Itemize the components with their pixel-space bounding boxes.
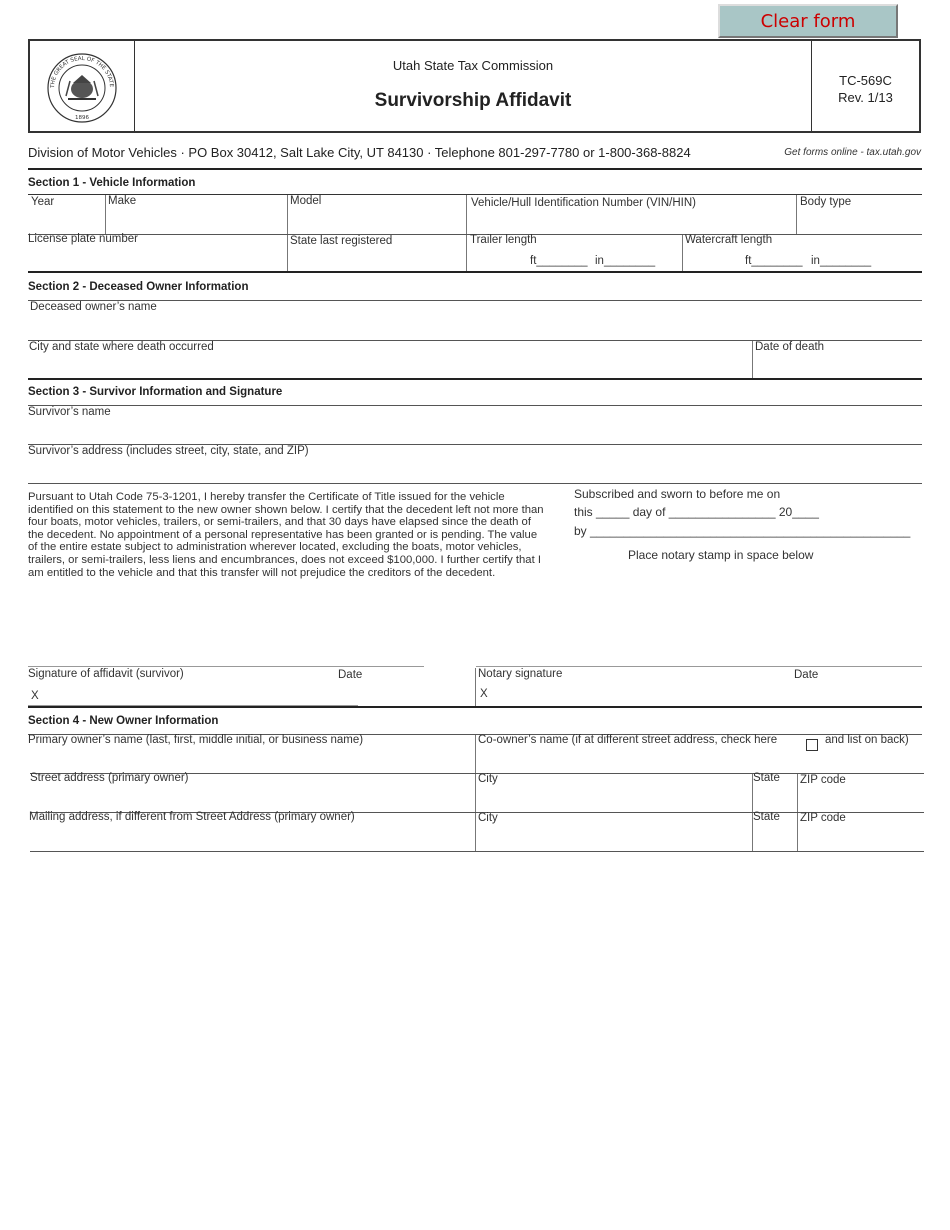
state-registered-input[interactable] bbox=[288, 251, 465, 271]
survivor-name-input[interactable] bbox=[29, 421, 921, 443]
form-header bbox=[28, 39, 921, 133]
city-label: City bbox=[478, 773, 498, 785]
watercraft-in-input[interactable] bbox=[822, 250, 876, 268]
division-info: Division of Motor Vehicles · PO Box 30412, Salt Lake City, UT 84130 · Telephone 801-297-7780 or 1-800-368-8824 bbox=[28, 145, 691, 160]
deceased-name-label: Deceased owner’s name bbox=[30, 301, 157, 313]
survivor-signature-input[interactable] bbox=[42, 686, 322, 704]
notary-date-label: Date bbox=[794, 669, 819, 681]
mailing-zip-label: ZIP code bbox=[800, 812, 846, 824]
seal-icon bbox=[30, 41, 135, 131]
street-address-label: Street address (primary owner) bbox=[30, 772, 189, 784]
watercraft-ft-input[interactable] bbox=[753, 250, 807, 268]
mailing-state-label: State bbox=[753, 811, 780, 823]
city-input[interactable] bbox=[477, 789, 751, 811]
notary-signature-label: Notary signature bbox=[478, 668, 563, 680]
clear-form-button[interactable]: Clear form bbox=[718, 4, 898, 38]
seal-year: 1896 bbox=[75, 115, 89, 121]
mailing-city-label: City bbox=[478, 812, 498, 824]
notary-stamp-label: Place notary stamp in space below bbox=[628, 548, 814, 562]
model-label: Model bbox=[290, 195, 322, 207]
different-address-checkbox[interactable] bbox=[806, 739, 818, 751]
watercraft-in: in________ bbox=[811, 255, 872, 267]
svg-text:THE GREAT SEAL OF THE STATE OF bbox=[30, 41, 114, 89]
make-label: Make bbox=[108, 195, 137, 207]
this-day-line: this _____ day of ________________ 20____ bbox=[574, 505, 819, 519]
trailer-in-input[interactable] bbox=[606, 250, 660, 268]
co-owner-label: Co-owner’s name (if at different street address, check here bbox=[478, 734, 778, 746]
vin-label: Vehicle/Hull Identification Number (VIN/HIN) bbox=[471, 197, 696, 209]
trailer-in: in________ bbox=[595, 255, 656, 267]
plate-input[interactable] bbox=[29, 249, 286, 271]
notary-signature-input[interactable] bbox=[492, 686, 782, 704]
model-input[interactable] bbox=[288, 211, 465, 233]
primary-owner-input[interactable] bbox=[29, 750, 474, 772]
zip-input[interactable] bbox=[799, 789, 923, 811]
sworn-label: Subscribed and sworn to before me on bbox=[574, 487, 781, 501]
body-type-input[interactable] bbox=[797, 211, 921, 233]
date-of-death-input[interactable] bbox=[753, 356, 921, 377]
make-input[interactable] bbox=[106, 211, 286, 233]
mailing-state-input[interactable] bbox=[754, 828, 796, 850]
vin-input[interactable] bbox=[467, 212, 795, 233]
notary-x: X bbox=[480, 688, 488, 700]
revision: Rev. 1/13 bbox=[838, 90, 893, 105]
primary-owner-label: Primary owner’s name (last, first, middle initial, or business name) bbox=[28, 734, 364, 746]
signature-x: X bbox=[31, 690, 39, 702]
section1-top-rule bbox=[28, 168, 922, 170]
survivor-address-label: Survivor’s address (includes street, city, state, and ZIP) bbox=[28, 445, 309, 457]
seal-text: THE GREAT SEAL OF THE STATE bbox=[49, 55, 115, 89]
mailing-zip-input[interactable] bbox=[799, 828, 923, 850]
deceased-name-input[interactable] bbox=[29, 317, 921, 339]
mailing-address-input[interactable] bbox=[31, 828, 474, 850]
section2-title: Section 2 - Deceased Owner Information bbox=[28, 281, 249, 293]
mailing-address-label: Mailing address, if different from Street Address (primary owner) bbox=[29, 811, 355, 823]
by-line: by ________________________________________________ bbox=[574, 524, 911, 538]
form-title: Survivorship Affidavit bbox=[374, 90, 572, 111]
street-address-input[interactable] bbox=[31, 789, 474, 811]
affidavit-statement: Pursuant to Utah Code 75-3-1201, I hereby transfer the Certificate of Title issued for the vehicle identified on this statement to the new owner shown below. I certify that the decedent left not more than four boats, motor vehicles, trailers, or semi-trailers, and that 30 days have elapsed since the death of the decedent. No appointment of a personal representative has been granted or is pending. The value of the entire estate subject to administration wherever located, excluding the boats, motor vehicles, trailers, or semi-trailers, less liens and encumbrances, does not exceed $100,000. I further certify that I am entitled to the vehicle and that this transfer will not prejudice the creditors of the decedent. bbox=[28, 491, 544, 579]
city-state-death-label: City and state where death occurred bbox=[29, 341, 214, 353]
date-of-death-label: Date of death bbox=[755, 341, 825, 353]
form-number: TC-569C bbox=[839, 73, 892, 88]
signature-affidavit-label: Signature of affidavit (survivor) bbox=[28, 668, 184, 680]
year-label: Year bbox=[31, 196, 55, 208]
survivor-signature-date-input[interactable] bbox=[330, 686, 470, 704]
co-owner-label-end: and list on back) bbox=[825, 734, 909, 746]
trailer-ft: ft________ bbox=[530, 255, 588, 267]
watercraft-ft: ft________ bbox=[745, 255, 803, 267]
watercraft-length-label: Watercraft length bbox=[685, 234, 773, 246]
zip-label: ZIP code bbox=[800, 774, 846, 786]
plate-label: License plate number bbox=[28, 233, 138, 245]
co-owner-input[interactable] bbox=[477, 751, 921, 772]
section4-title: Section 4 - New Owner Information bbox=[28, 715, 219, 727]
section1-title: Section 1 - Vehicle Information bbox=[28, 177, 196, 189]
state-label: State bbox=[753, 772, 780, 784]
signature-date-label: Date bbox=[338, 669, 363, 681]
section1-rule bbox=[28, 194, 922, 195]
survivor-name-label: Survivor’s name bbox=[28, 406, 111, 418]
body-type-label: Body type bbox=[800, 196, 852, 208]
agency-name: Utah State Tax Commission bbox=[392, 58, 554, 73]
trailer-length-label: Trailer length bbox=[470, 234, 537, 246]
notary-date-input[interactable] bbox=[786, 686, 921, 704]
online-forms: Get forms online - tax.utah.gov bbox=[784, 147, 921, 158]
city-state-death-input[interactable] bbox=[29, 356, 751, 377]
mailing-city-input[interactable] bbox=[477, 828, 751, 850]
survivor-address-input[interactable] bbox=[29, 460, 921, 482]
state-input[interactable] bbox=[754, 789, 796, 811]
state-registered-label: State last registered bbox=[290, 235, 393, 247]
notary-stamp-area bbox=[566, 568, 922, 664]
section3-title: Section 3 - Survivor Information and Signature bbox=[28, 386, 283, 398]
trailer-ft-input[interactable] bbox=[538, 250, 592, 268]
year-input[interactable] bbox=[29, 211, 104, 233]
